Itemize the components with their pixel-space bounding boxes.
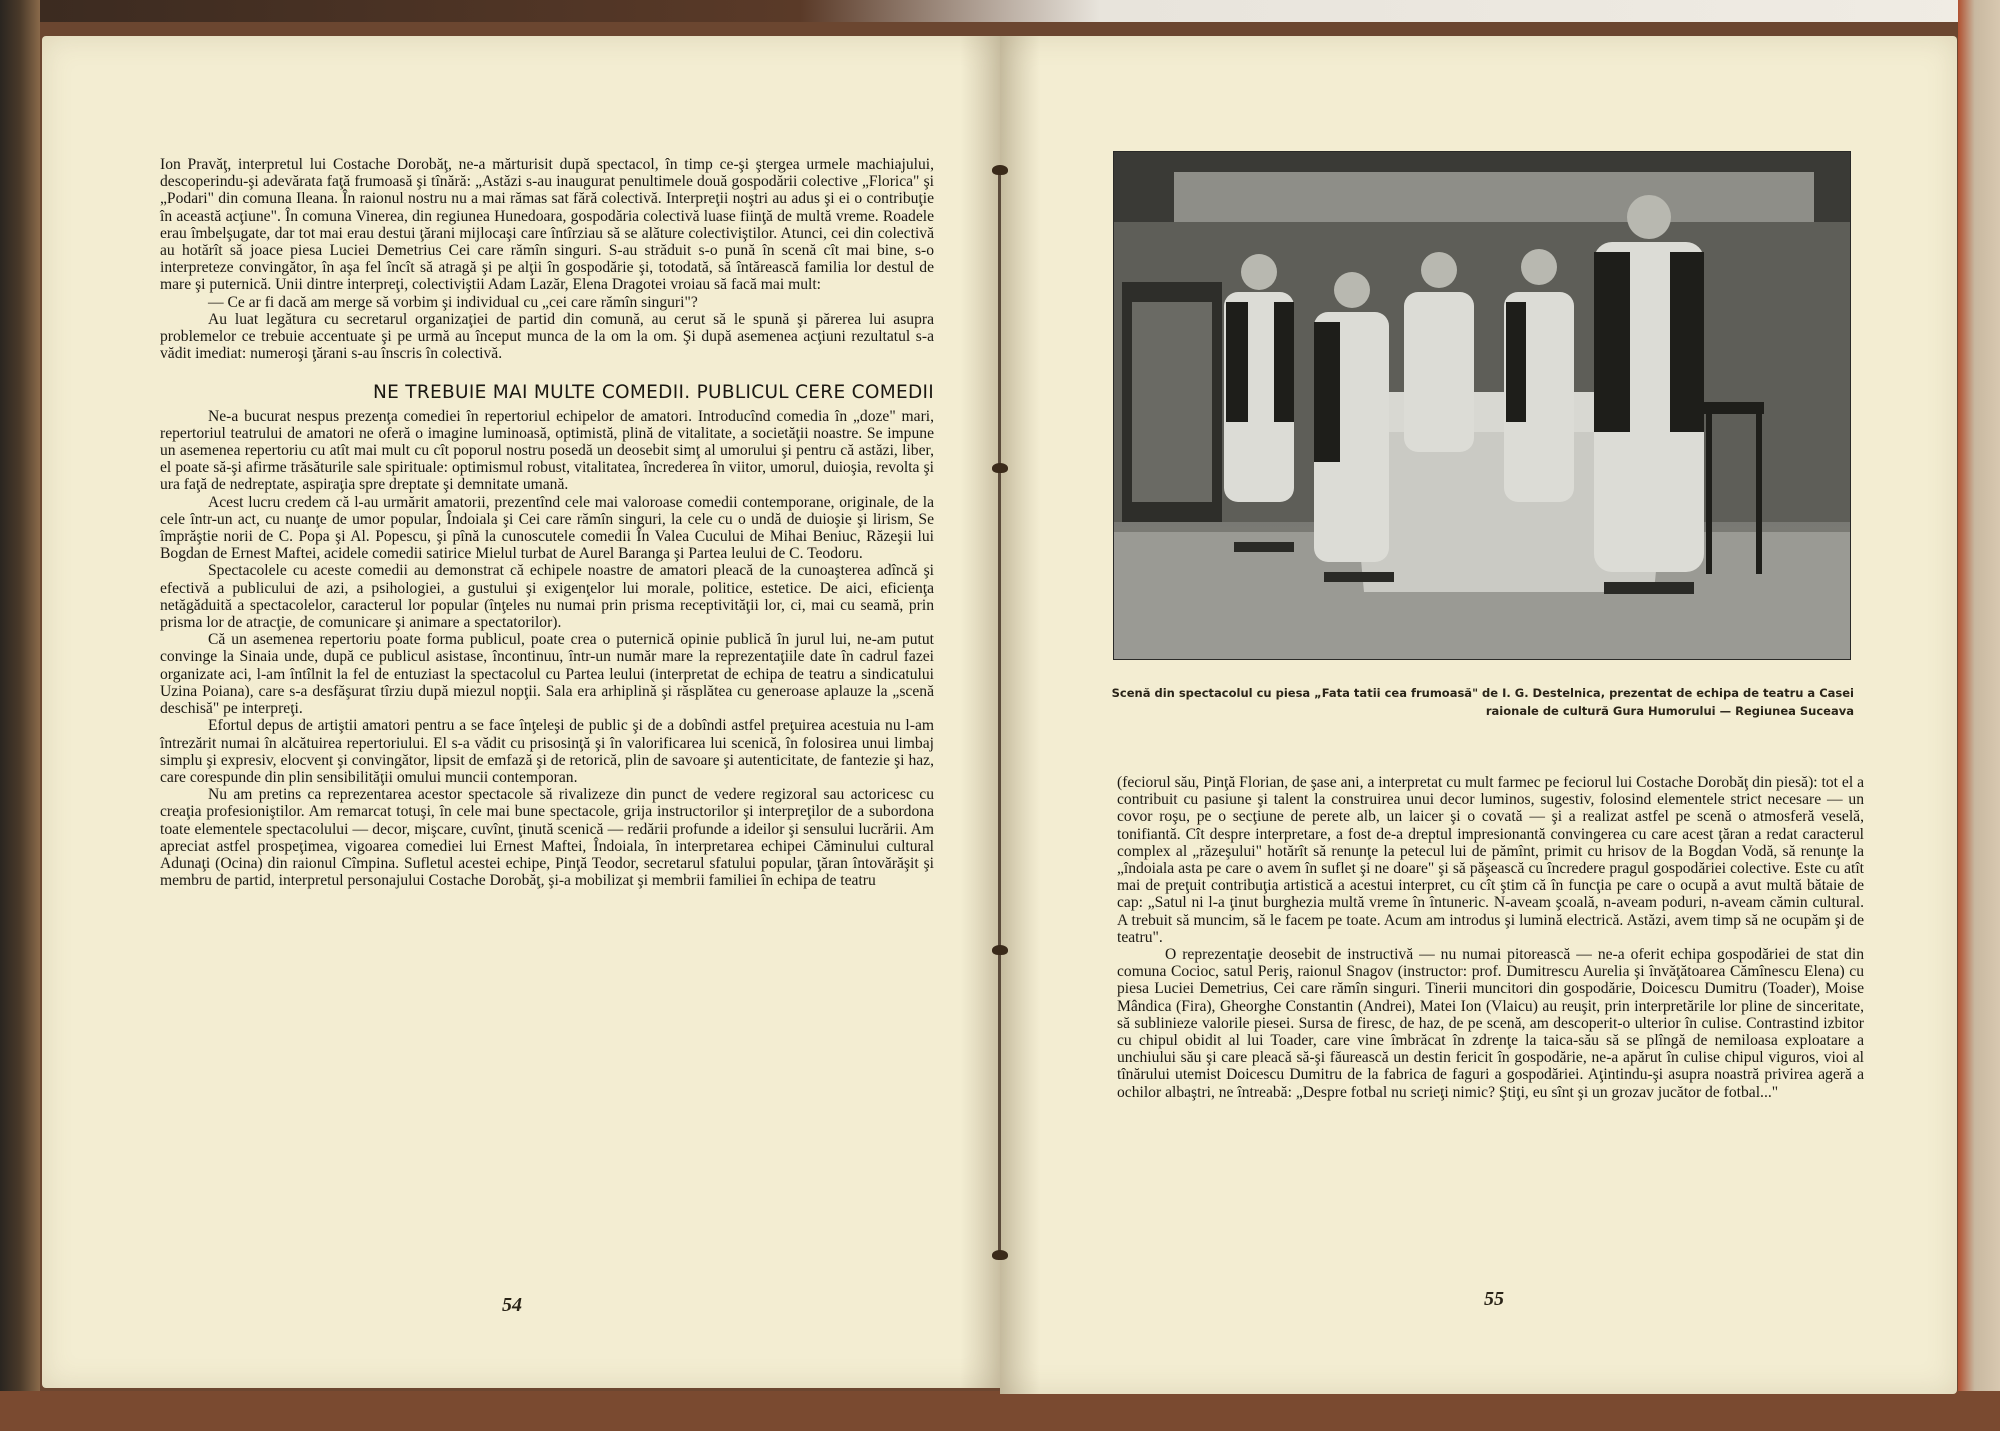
photo-caption: Scenă din spectacolul cu piesa „Fata tatii cea frumoasă" de I. G. Destelnica, prezentat de echipa de teatru a Casei raionale de cultură Gura Humorului — Regiunea Suceava bbox=[1111, 686, 1854, 718]
left-page-gutter-shadow bbox=[960, 36, 1000, 1388]
scan-background-top bbox=[0, 0, 2000, 22]
left-page-text-column bbox=[160, 156, 934, 889]
binding-stitch bbox=[992, 1250, 1008, 1260]
section-heading: NE TREBUIE MAI MULTE COMEDII. PUBLICUL CERE COMEDII bbox=[372, 382, 934, 404]
page-number: 55 bbox=[1484, 1288, 1504, 1310]
left-page bbox=[42, 36, 1000, 1388]
page-number: 54 bbox=[502, 1294, 522, 1316]
binding-thread bbox=[998, 950, 1001, 1260]
paragraph: (feciorul său, Pinţă Florian, de şase ani, a interpretat cu mult farmec pe feciorul lui Costache Dorobăţ din piesă): tot el a contribuit cu pasiune şi talent la construirea unui decor luminos, sugestiv, folosind elementele strict necesare — un covor roşu, pe o secţiune de perete alb, un laicer şi o covată — şi a realizat astfel pe scenă o atmosferă veselă, tonifiantă. Cît despre interpretare, a fost de-a dreptul impresionantă convingerea cu care acest ţăran a redat caracterul complex al „răzeşului" hotărît să renunţe la petecul lui de pămînt, primit cu hrisov de la Bogdan Vodă, să renunţe la „îndoiala asta pe care o avem în suflet şi ne doare" şi să păşească cu încredere pragul gospodăriei colective. Este cu atît mai de preţuit contribuţia artistică a acestui interpret, cu cît ştim că în funcţia pe care o ocupă a avut multă bătaie de cap: „Satul ni l-a ţinut burghezia multă vreme în întuneric. N-aveam şcoală, n-aveam poduri, n-aveam cămin cultural. A trebuit să muncim, să le facem pe toate. Acum am introdus şi lumină electrică. Astăzi, avem timp să ne ocupăm şi de teatru". bbox=[1117, 774, 1864, 946]
paragraph: Ne-a bucurat nespus prezenţa comediei în repertoriul echipelor de amatori. Introducînd comedia în „doze" mari, repertoriul teatrului de amatori ne oferă o imagine luminoasă, optimistă, plină de vitalitate, a societăţii noastre. Se impune un asemenea repertoriu cu atît mai mult cu cît poporul nostru posedă un deosebit simţ al umorului şi pentru că astăzi, liber, el poate să-şi afirme trăsăturile sale spirituale: optimismul robust, vitalitatea, încrederea în viitor, umorul, duioşia, revolta şi ura faţă de nedreptate, aspiraţia spre dreptate şi demnitate umană. bbox=[160, 407, 934, 494]
right-page bbox=[1000, 36, 1957, 1394]
binding-thread bbox=[998, 470, 1001, 950]
paragraph: Efortul depus de artiştii amatori pentru a se face înţeleşi de public şi de a dobîndi astfel preţuirea acestuia nu l-am întrezărit numai în alcătuirea repertoriului. El s-a vădit cu prisosinţă şi în valorificarea lui scenică, în folosirea unui limbaj simplu şi expresiv, elocvent şi convingător, lipsit de emfază şi de retorică, plin de savoare şi autenticitate, de fantezie şi haz, care corespunde din plin sensibilităţii omului muncii contemporan. bbox=[160, 717, 934, 786]
paragraph: Nu am pretins ca reprezentarea acestor spectacole să rivalizeze din punct de vedere regizoral sau actoricesc cu creaţia profesioniştilor. Am remarcat totuşi, în cele mai bune spectacole, grija instructorilor şi interpreţilor de a subordona toate elementele spectacolului — decor, mişcare, cuvînt, ţinută scenică — redării profunde a ideilor şi sensului lucrării. Am apreciat astfel prospeţimea, vigoarea comediei lui Ernest Maftei, Îndoiala, în interpretarea echipei Căminului cultural Adunaţi (Ocina) din raionul Cîmpina. Sufletul acestei echipe, Pinţă Teodor, secretarul sfatului popular, ţăran întovărăşit şi membru de partid, interpretul personajului Costache Dorobăţ, şi-a mobilizat şi membrii familiei în echipa de teatru bbox=[160, 786, 934, 890]
paragraph: Ion Pravăţ, interpretul lui Costache Dorobăţ, ne-a mărturisit după spectacol, în timp ce-şi ştergea urmele machiajului, descoperindu-şi adevărata faţă frumoasă şi tînără: „Astăzi s-au inaugurat penultimele două gospodării colective „Florica" şi „Podari" din comuna Ileana. În raionul nostru nu a mai rămas sat fără colectivă. Interpreţii noştri au adus şi ei o contribuţie în această acţiune". În comuna Vinerea, din regiunea Hunedoara, gospodăria colectivă luase fiinţă de multă vreme. Roadele erau îmbelşugate, dar tot mai erau destui ţărani mijlocaşi care întîrziau să se alăture colectiviştilor. Atunci, cei din colectivă au hotărît să joace piesa Luciei Demetrius Cei care rămîn singuri. S-au străduit s-o pună în scenă cît mai bine, s-o interpreteze convingător, în aşa fel încît să atragă şi pe alţii în gospodărie şi, totodată, să întărească familia lor destul de mare şi puternică. Unii dintre interpreţi, colectiviştii Adam Lazăr, Elena Dragotei vroiau să facă mai mult: bbox=[160, 156, 934, 294]
scan-background-left bbox=[0, 0, 40, 1431]
paragraph: Au luat legătura cu secretarul organizaţiei de partid din comună, au cerut să le spună şi părerea lui asupra problemelor ce trebuie accentuate şi pe urmă au început munca de la om la om. Şi după asemenea acţiuni rezultatul s-a vădit imediat: numeroşi ţărani s-au înscris în colectivă. bbox=[160, 310, 934, 363]
paragraph: Spectacolele cu aceste comedii au demonstrat că echipele noastre de amatori pleacă de la cunoaşterea adîncă şi efectivă a publicului de azi, a psihologiei, a gustului şi exigenţelor lui morale, politice, estetice. De aici, eficienţa netăgăduită a spectacolelor, caracterul lor popular (înţeles nu numai prin prisma receptivităţii lor, ci, mai cu seamă, prin prisma lor de atracţie, de comunicare şi animare a spectatorilor). bbox=[160, 562, 934, 632]
photo-illustration bbox=[1114, 152, 1850, 659]
binding-stitch bbox=[992, 463, 1008, 473]
paragraph: Acest lucru credem că l-au urmărit amatorii, prezentînd cele mai valoroase comedii contemporane, originale, de la cele într-un act, cu nuanţe de umor popular, Îndoiala şi Cei care rămîn singuri, la cele cu o undă de duioşie şi lirism, Se împrăştie norii de C. Popa şi Al. Popescu, şi pînă la cunoscutele comedii În Valea Cucului de Mihai Beniuc, Răzeşii lui Bogdan de Ernest Maftei, acidele comedii satirice Mielul turbat de Aurel Baranga şi Partea leului de C. Teodoru. bbox=[160, 493, 934, 563]
binding-stitch bbox=[992, 945, 1008, 955]
paragraph: O reprezentaţie deosebit de instructivă — nu numai pitorească — ne-a oferit echipa gospodăriei de stat din comuna Cocioc, satul Periş, raionul Snagov (instructor: prof. Dumitrescu Aurelia şi învăţătoarea Cămînescu Elena) cu piesa Luciei Demetrius, Cei care rămîn singuri. Tinerii muncitori din gospodărie, Doicescu Dumitru (Toader), Moise Mândica (Fira), Gheorghe Constantin (Andrei), Matei Ion (Vlaicu) au reuşit, prin interpretările lor pline de sinceritate, să sublinieze valorile piesei. Sursa de firesc, de haz, de pe scenă, am descoperit-o ulterior în culise. Contrastind izbitor cu chipul obidit al lui Toader, care vine îmbrăcat în zdrenţe la taica-său să se plîngă de nemiloasa exploatare a unchiului său şi care pleacă să-şi făurească un destin fericit în gospodărie, ne-a apărut în culise chipul viguros, vioi al tînărului utemist Doicescu Dumitru de la fabrica de faguri a gospodăriei. Aţintindu-şi asupra noastră privirea ageră a ochilor albaştri, ne întreabă: „Despre fotbal nu scrieţi nimic? Ştiţi, eu sînt şi un grozav jucător de fotbal..." bbox=[1117, 946, 1864, 1101]
paragraph: Că un asemenea repertoriu poate forma publicul, poate crea o puternică opinie publică în jurul lui, ne-am putut convinge la Sinaia unde, după ce publicul asistase, încontinuu, într-un număr mare la reprezentaţiile date în cadrul fazei organizate aci, l-am întîlnit la fel de entuziast la spectacolul cu Partea leului (interpretat de echipa de teatru a sindicatului Uzina Poiana), care s-a desfăşurat tîrziu după miezul nopţii. Sala era arhiplină şi răsplătea cu generoase aplauze la „scenă deschisă" pe interpreţi. bbox=[160, 631, 934, 718]
book-cover-edge bbox=[0, 1391, 2000, 1431]
right-page-text-column bbox=[1117, 774, 1864, 1101]
right-page-gutter-shadow bbox=[1000, 36, 1040, 1394]
paragraph: — Ce ar fi dacă am merge să vorbim şi individual cu „cei care rămîn singuri"? bbox=[208, 293, 698, 311]
binding-stitch bbox=[992, 165, 1008, 175]
theatre-scene-photo bbox=[1113, 151, 1851, 660]
binding-thread bbox=[998, 170, 1001, 470]
scan-background-right bbox=[1958, 0, 2000, 1431]
